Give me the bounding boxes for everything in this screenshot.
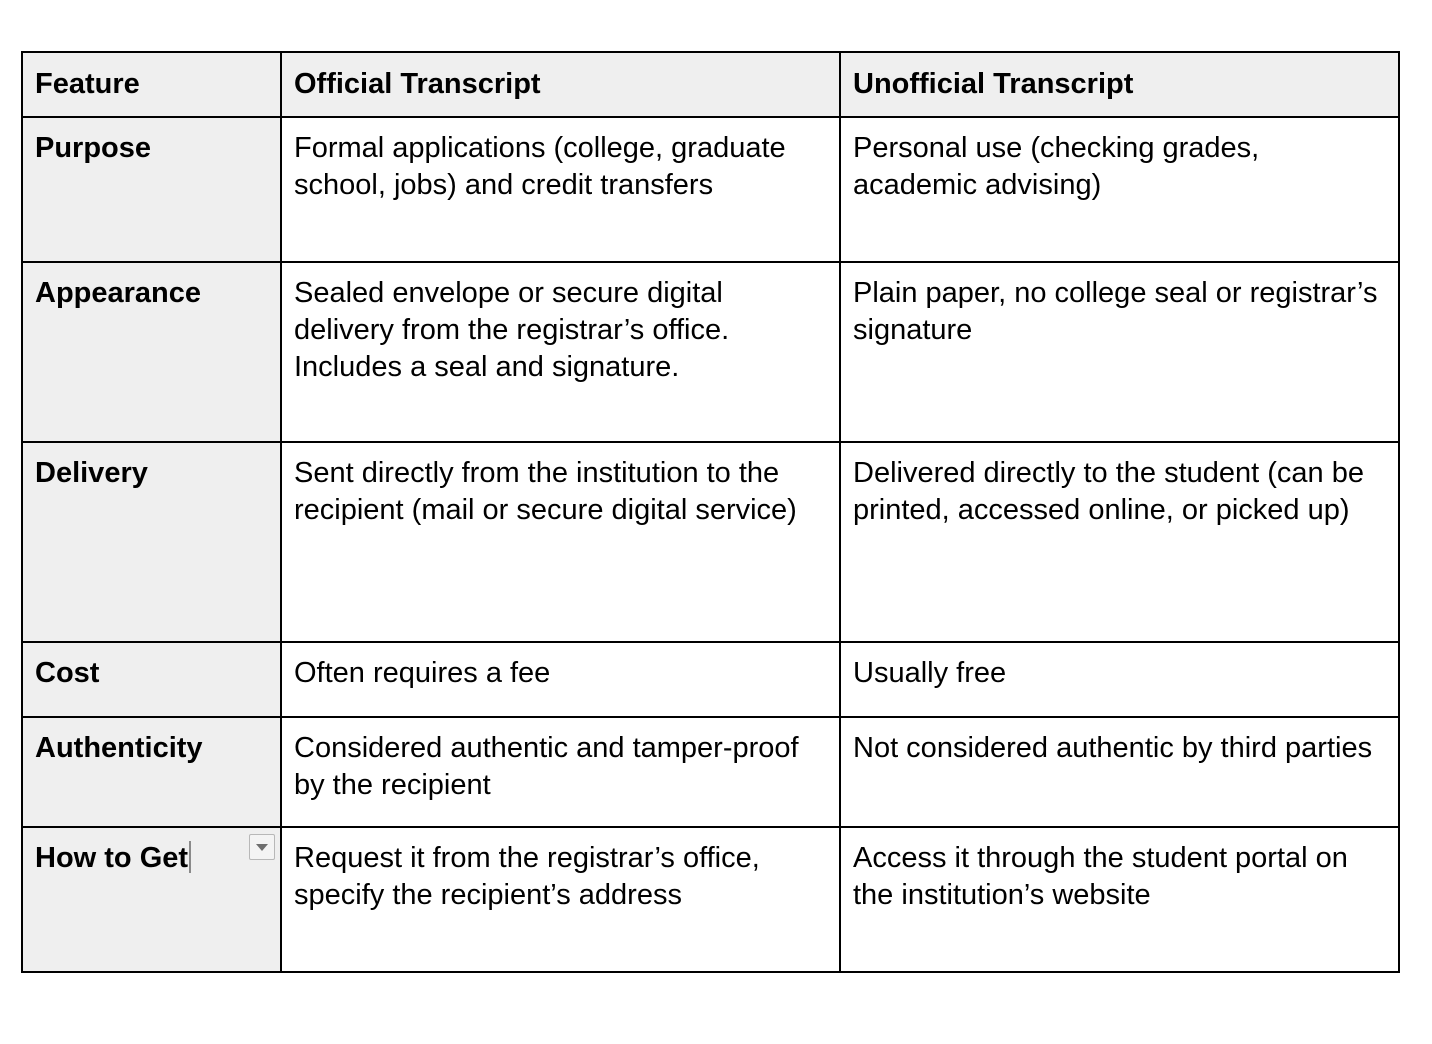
feature-cell-how-to-get[interactable] xyxy=(22,827,281,972)
unofficial-cell-how-to-get[interactable]: Access it through the student portal on the institution’s website xyxy=(840,827,1399,972)
cell-dropdown-button[interactable] xyxy=(249,834,275,860)
feature-cell-how-to-get-text: How to Get xyxy=(35,842,189,874)
feature-cell-purpose[interactable]: Purpose xyxy=(22,117,281,262)
table-row xyxy=(22,717,1399,827)
feature-cell-cost[interactable]: Cost xyxy=(22,642,281,717)
table-row xyxy=(22,442,1399,642)
official-cell-appearance[interactable]: Sealed envelope or secure digital delivery from the registrar’s office. Includes a seal and signature. xyxy=(281,262,840,442)
table-row xyxy=(22,117,1399,262)
official-cell-purpose[interactable]: Formal applications (college, graduate school, jobs) and credit transfers xyxy=(281,117,840,262)
unofficial-cell-authenticity[interactable]: Not considered authentic by third parties xyxy=(840,717,1399,827)
header-feature[interactable]: Feature xyxy=(22,52,281,117)
chevron-down-icon xyxy=(256,844,268,851)
official-cell-delivery[interactable]: Sent directly from the institution to the recipient (mail or secure digital service) xyxy=(281,442,840,642)
unofficial-cell-appearance[interactable]: Plain paper, no college seal or registrar’s signature xyxy=(840,262,1399,442)
official-cell-cost[interactable]: Often requires a fee xyxy=(281,642,840,717)
feature-cell-authenticity[interactable]: Authenticity xyxy=(22,717,281,827)
unofficial-cell-cost[interactable]: Usually free xyxy=(840,642,1399,717)
unofficial-cell-purpose[interactable]: Personal use (checking grades, academic advising) xyxy=(840,117,1399,262)
official-cell-authenticity[interactable]: Considered authentic and tamper-proof by the recipient xyxy=(281,717,840,827)
official-cell-how-to-get[interactable]: Request it from the registrar’s office, specify the recipient’s address xyxy=(281,827,840,972)
comparison-table xyxy=(21,51,1400,973)
table-row xyxy=(22,262,1399,442)
table-row xyxy=(22,827,1399,972)
unofficial-cell-delivery[interactable]: Delivered directly to the student (can be printed, accessed online, or picked up) xyxy=(840,442,1399,642)
header-unofficial-transcript[interactable]: Unofficial Transcript xyxy=(840,52,1399,117)
feature-cell-appearance[interactable]: Appearance xyxy=(22,262,281,442)
table-row xyxy=(22,642,1399,717)
feature-cell-delivery[interactable]: Delivery xyxy=(22,442,281,642)
table-header-row xyxy=(22,52,1399,117)
header-official-transcript[interactable]: Official Transcript xyxy=(281,52,840,117)
text-cursor xyxy=(189,841,191,873)
